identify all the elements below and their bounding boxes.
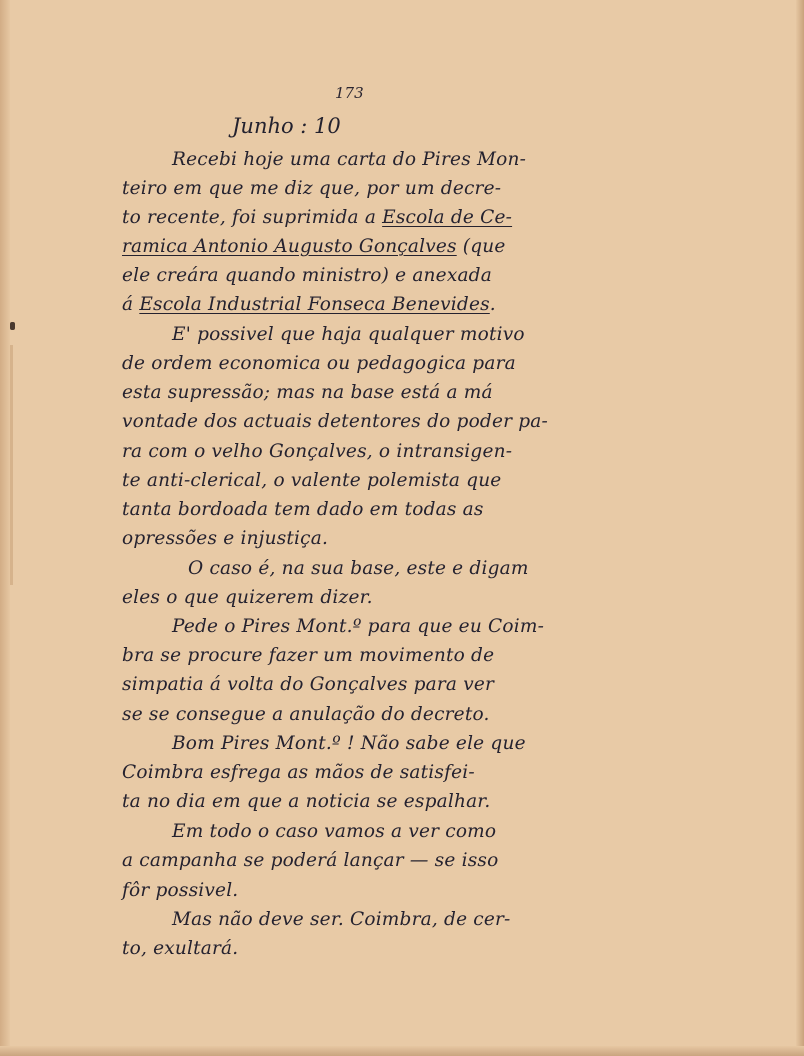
text-segment: a campanha se poderá lançar — se isso — [122, 850, 499, 871]
text-segment: ele creára quando ministro) e anexada — [122, 265, 492, 286]
text-line — [172, 323, 525, 347]
page-number: 173 — [335, 84, 364, 102]
text-line — [122, 440, 512, 464]
text-line — [188, 557, 529, 581]
text-segment: Pede o Pires Mont.º para que eu Coim- — [172, 616, 545, 637]
text-line — [122, 235, 506, 259]
text-line — [122, 586, 373, 610]
text-line — [172, 820, 496, 844]
text-line — [122, 469, 501, 493]
text-segment: á — [122, 294, 140, 315]
text-line — [122, 498, 484, 522]
text-line — [122, 644, 494, 668]
text-line — [122, 352, 516, 376]
text-segment: se se consegue a anulação do decreto. — [122, 704, 490, 725]
text-segment: Bom Pires Mont.º ! Não sabe ele que — [172, 733, 526, 754]
text-segment: teiro em que me diz que, por um decre- — [122, 178, 502, 199]
text-segment: E' possivel que haja qualquer motivo — [172, 324, 525, 345]
text-segment: O caso é, na sua base, este e digam — [188, 558, 529, 579]
text-segment: Mas não deve ser. Coimbra, de cer- — [172, 909, 511, 930]
text-line — [172, 732, 526, 756]
text-segment: simpatia á volta do Gonçalves para ver — [122, 674, 495, 695]
text-segment: bra se procure fazer um movimento de — [122, 645, 495, 666]
text-segment: opressões e injustiça. — [122, 528, 329, 549]
text-segment: de ordem economica ou pedagogica para — [122, 353, 516, 374]
text-line — [122, 527, 328, 551]
text-line — [172, 908, 511, 932]
text-segment: esta supressão; mas na base está a má — [122, 382, 493, 403]
underlined-text: ramica Antonio Augusto Gonçalves — [122, 236, 457, 257]
text-segment: ta no dia em que a noticia se espalhar. — [122, 791, 491, 812]
text-segment: to recente, foi suprimida a — [122, 207, 383, 228]
text-segment: Coimbra esfrega as mãos de satisfei- — [122, 762, 475, 783]
text-line — [122, 293, 496, 317]
text-line — [122, 879, 238, 903]
text-segment: vontade dos actuais detentores do poder pa- — [122, 411, 548, 432]
text-line — [122, 410, 548, 434]
underlined-text: Escola Industrial Fonseca Benevides — [139, 294, 490, 315]
underlined-text: Escola de Ce- — [382, 207, 513, 228]
text-line — [122, 206, 512, 230]
text-line — [122, 264, 492, 288]
text-line — [122, 177, 501, 201]
text-line — [122, 790, 490, 814]
text-segment: fôr possivel. — [122, 880, 239, 901]
text-segment: (que — [456, 236, 506, 257]
text-line — [122, 381, 493, 405]
text-segment: to, exultará. — [122, 938, 239, 959]
text-line — [122, 703, 490, 727]
text-segment: Em todo o caso vamos a ver como — [172, 821, 497, 842]
text-line — [172, 148, 526, 172]
text-segment: ra com o velho Gonçalves, o intransigen- — [122, 441, 513, 462]
text-segment: Recebi hoje uma carta do Pires Mon- — [172, 149, 527, 170]
text-segment: te anti-clerical, o valente polemista que — [122, 470, 502, 491]
text-line — [172, 615, 544, 639]
text-line — [122, 761, 475, 785]
entry-date: Junho : 10 — [232, 114, 341, 138]
text-segment: tanta bordoada tem dado em todas as — [122, 499, 484, 520]
text-line — [122, 673, 494, 697]
text-segment: . — [489, 294, 496, 315]
text-line — [122, 849, 498, 873]
text-line — [122, 937, 238, 961]
text-segment: eles o que quizerem dizer. — [122, 587, 373, 608]
